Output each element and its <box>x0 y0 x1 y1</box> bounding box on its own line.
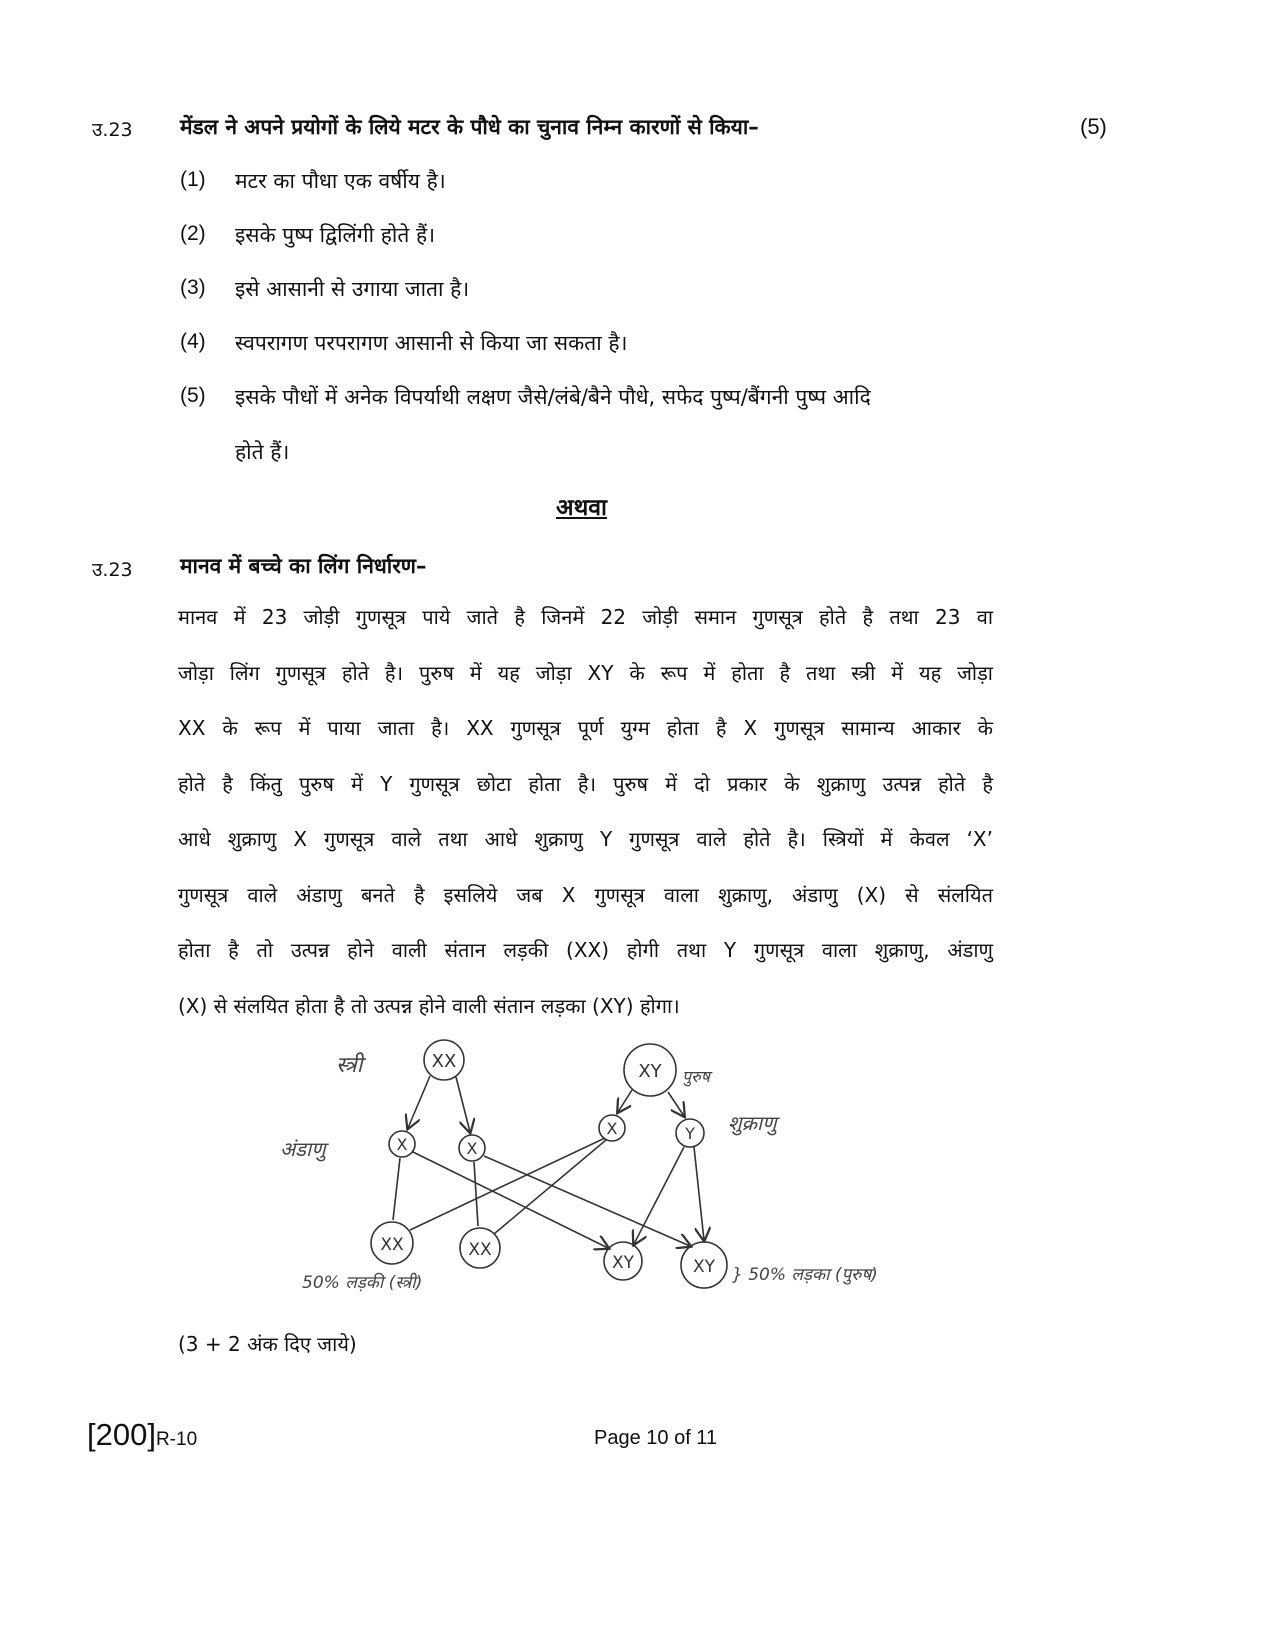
svg-text:X: X <box>606 1119 618 1138</box>
offspring-circle <box>681 1242 727 1288</box>
arrow-line <box>408 1076 430 1128</box>
paragraph-line: XX के रूप में पाया जाता है। XX गुणसूत्र पूर्ण युग्म होता है X गुणसूत्र सामान्य आकार के <box>178 716 993 740</box>
male-label: पुरुष <box>682 1067 710 1086</box>
arrow-line <box>413 1152 608 1248</box>
svg-text:Y: Y <box>685 1124 695 1143</box>
gamete-egg-circle <box>459 1135 485 1161</box>
parent-female-circle <box>424 1040 464 1080</box>
question-number: उ.23 <box>92 559 133 581</box>
marks-label: (5) <box>1080 114 1107 139</box>
svg-text:XY: XY <box>611 1253 635 1273</box>
list-item-text: इसके पुष्प द्विलिंगी होते हैं। <box>235 223 436 247</box>
sperm-label: शुक्राणु <box>728 1111 777 1135</box>
list-item-text: स्वपरागण परपरागण आसानी से किया जा सकता है। <box>235 331 628 355</box>
boys-percentage-label: } 50% लड़का (पुरुष) <box>732 1265 878 1285</box>
svg-text:XX: XX <box>431 1051 457 1072</box>
arrow-line <box>456 1077 470 1132</box>
svg-text:XX: XX <box>468 1240 492 1260</box>
list-item-text: इसे आसानी से उगाया जाता है। <box>235 277 470 301</box>
svg-text:XY: XY <box>692 1257 716 1277</box>
svg-text:X: X <box>396 1135 408 1154</box>
sex-determination-diagram <box>270 1030 910 1320</box>
paper-code <box>87 1417 197 1453</box>
list-item-number: (4) <box>180 330 206 353</box>
page-number: Page 10 of 11 <box>594 1427 718 1449</box>
gamete-sperm-circle <box>599 1115 625 1141</box>
paragraph-line: आधे शुक्राणु X गुणसूत्र वाले तथा आधे शुक्राणु Y गुणसूत्र वाले होते है। स्त्रियों में केवल ‘X’ <box>178 827 993 851</box>
list-item-text: मटर का पौधा एक वर्षीय है। <box>235 169 446 193</box>
paragraph-line: गुणसूत्र वाले अंडाणु बनते है इसलिये जब X गुणसूत्र वाला शुक्राणु, अंडाणु (X) से संलयित <box>178 882 993 907</box>
question-number: उ.23 <box>92 119 133 141</box>
parent-male-circle <box>624 1044 676 1096</box>
arrow-line <box>634 1147 684 1244</box>
list-item-number: (3) <box>180 276 206 299</box>
marking-note: (3 + 2 अंक दिए जाये) <box>178 1332 357 1356</box>
question-title: मेंडल ने अपने प्रयोगों के लिये मटर के पौधे का चुनाव निम्न कारणों से किया– <box>180 115 759 139</box>
paragraph-line: मानव में 23 जोड़ी गुणसूत्र पाये जाते है जिनमें 22 जोड़ी समान गुणसूत्र होते है तथा 23 वा <box>178 605 993 629</box>
svg-text:X: X <box>466 1139 478 1158</box>
answer-paragraph <box>178 590 993 1034</box>
paragraph-line: होता है तो उत्पन्न होने वाली संतान लड़की (XX) होगी तथा Y गुणसूत्र वाला शुक्राणु, अंडाणु <box>178 938 993 962</box>
list-item-number: (1) <box>180 168 206 191</box>
section-separator: अथवा <box>556 495 608 521</box>
list-item-number: (2) <box>180 222 206 245</box>
question-title: मानव में बच्चे का लिंग निर्धारण– <box>180 554 427 578</box>
offspring-circle <box>371 1222 413 1264</box>
svg-text:XX: XX <box>380 1235 404 1255</box>
arrow-line <box>694 1147 704 1240</box>
offspring-circle <box>604 1242 642 1280</box>
list-item-text: इसके पौधों में अनेक विपर्याथी लक्षण जैसे/लंबे/बैने पौधे, सफेद पुष्प/बैंगनी पुष्प आदि <box>235 385 871 409</box>
paper-code-suffix: R-10 <box>155 1429 198 1450</box>
paragraph-line: (X) से संलयित होता है तो उत्पन्न होने वाली संतान लड़का (XY) होगा। <box>178 993 680 1018</box>
arrow-line <box>410 1138 605 1230</box>
gamete-egg-circle <box>389 1131 415 1157</box>
list-item-number: (5) <box>180 384 206 407</box>
paper-code-number: [200] <box>87 1417 156 1452</box>
girls-percentage-label: 50% लड़की (स्त्री) <box>302 1273 423 1293</box>
paragraph-line: होते है किंतु पुरुष में Y गुणसूत्र छोटा होता है। पुरुष में दो प्रकार के शुक्राणु उत्पन्न होते है <box>178 771 993 796</box>
egg-label: अंडाणु <box>280 1137 326 1161</box>
gamete-sperm-circle <box>676 1119 704 1147</box>
arrow-line <box>618 1090 632 1112</box>
list-item-text: होते हैं। <box>235 440 290 464</box>
svg-text:XY: XY <box>638 1061 662 1082</box>
arrow-line <box>484 1156 690 1246</box>
arrow-line <box>668 1092 684 1116</box>
arrow-line <box>474 1162 478 1226</box>
paragraph-line: जोड़ा लिंग गुणसूत्र होते है। पुरुष में यह जोड़ा XY के रूप में होता है तथा स्त्री में यह जोड़ा <box>178 660 993 685</box>
female-label: स्त्री <box>336 1053 363 1078</box>
arrow-line <box>393 1158 400 1220</box>
